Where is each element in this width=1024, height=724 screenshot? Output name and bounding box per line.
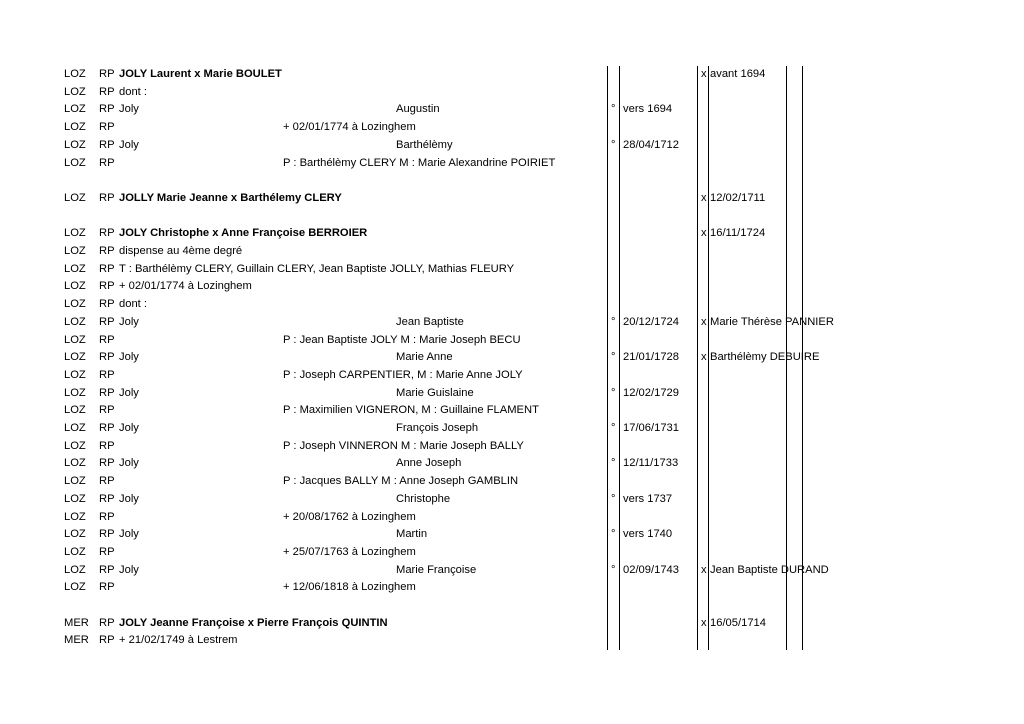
marriage-cell: avant 1694 — [710, 68, 766, 80]
record-row — [0, 385, 1024, 403]
forename-cell: Anne Joseph — [396, 457, 462, 470]
entry-cell: Joly — [119, 103, 139, 116]
record-row — [0, 526, 1024, 544]
marriage-cell: Marie Thérèse PANNIER — [710, 315, 834, 328]
parish-cell: LOZ — [64, 422, 86, 434]
record-row — [0, 420, 1024, 438]
source-cell: RP — [99, 439, 115, 452]
source-cell: RP — [99, 563, 115, 576]
record-row — [0, 66, 1024, 84]
record-row — [0, 243, 1024, 261]
birth-mark-cell: ° — [611, 457, 616, 470]
forename-cell: Marie Guislaine — [396, 386, 474, 399]
detail-cell: + 25/07/1763 à Lozinghem — [283, 545, 416, 558]
source-cell: RP — [99, 457, 115, 470]
record-row — [0, 101, 1024, 119]
birth-date-cell: 28/04/1712 — [623, 138, 679, 151]
forename-cell: Martin — [396, 528, 428, 541]
entry-cell: dont : — [119, 85, 147, 98]
record-row — [0, 296, 1024, 314]
parish-cell: MER — [64, 634, 89, 647]
parish-cell: LOZ — [64, 475, 86, 488]
parish-cell: LOZ — [64, 492, 86, 505]
marriage-mark-cell: x — [701, 191, 707, 204]
forename-cell: Christophe — [396, 492, 451, 505]
detail-cell: + 20/08/1762 à Lozinghem — [283, 510, 416, 523]
parish-cell: MER — [64, 616, 89, 629]
record-row — [0, 84, 1024, 102]
forename-cell: François Joseph — [396, 422, 479, 434]
record-row — [0, 155, 1024, 173]
marriage-cell: 16/05/1714 — [710, 616, 766, 629]
parish-cell: LOZ — [64, 191, 86, 204]
marriage-mark-cell: x — [701, 563, 707, 576]
parish-cell: LOZ — [64, 545, 86, 558]
parish-cell: LOZ — [64, 351, 86, 364]
source-cell: RP — [99, 298, 115, 311]
detail-cell: P : Maximilien VIGNERON, M : Guillaine FLAMENT — [283, 404, 539, 417]
record-row — [0, 579, 1024, 597]
source-cell: RP — [99, 156, 115, 169]
record-row — [0, 225, 1024, 243]
marriage-mark-cell: x — [701, 616, 707, 629]
couple-cell: JOLY Jeanne Françoise x Pierre François QUINTIN — [119, 616, 388, 629]
entry-cell: + 02/01/1774 à Lozinghem — [119, 280, 252, 293]
parish-cell: LOZ — [64, 121, 86, 134]
parish-cell: LOZ — [64, 386, 86, 399]
birth-mark-cell: ° — [611, 351, 616, 364]
entry-cell: T : Barthélèmy CLERY, Guillain CLERY, Jean Baptiste JOLLY, Mathias FLEURY — [119, 262, 515, 275]
record-row — [0, 615, 1024, 633]
forename-cell: Barthélèmy — [396, 138, 453, 151]
source-cell: RP — [99, 510, 115, 523]
marriage-mark-cell: x — [701, 227, 707, 240]
parish-cell: LOZ — [64, 510, 86, 523]
birth-mark-cell: ° — [611, 138, 616, 151]
birth-mark-cell: ° — [611, 103, 616, 116]
parish-cell: LOZ — [64, 262, 86, 275]
entry-cell: Joly — [119, 422, 139, 434]
record-row — [0, 137, 1024, 155]
birth-date-cell: 20/12/1724 — [623, 315, 679, 328]
detail-cell: + 02/01/1774 à Lozinghem — [283, 121, 416, 134]
forename-cell: Augustin — [396, 103, 440, 116]
parish-cell: LOZ — [64, 315, 86, 328]
birth-mark-cell: ° — [611, 422, 616, 434]
source-cell: RP — [99, 581, 115, 594]
source-cell: RP — [99, 386, 115, 399]
birth-mark-cell: ° — [611, 492, 616, 505]
marriage-cell: 16/11/1724 — [710, 227, 766, 240]
record-row — [0, 367, 1024, 385]
birth-mark-cell: ° — [611, 315, 616, 328]
couple-cell: JOLY Christophe x Anne Françoise BERROIER — [119, 227, 368, 240]
parish-cell: LOZ — [64, 581, 86, 594]
source-cell: RP — [99, 492, 115, 505]
birth-date-cell: vers 1694 — [623, 103, 673, 116]
record-row — [0, 562, 1024, 580]
detail-cell: P : Joseph VINNERON M : Marie Joseph BALLY — [283, 439, 524, 452]
source-cell: RP — [99, 245, 115, 257]
record-row — [0, 314, 1024, 332]
source-cell: RP — [99, 422, 115, 434]
parish-cell: LOZ — [64, 404, 86, 417]
source-cell: RP — [99, 404, 115, 417]
parish-cell: LOZ — [64, 68, 86, 80]
forename-cell: Marie Françoise — [396, 563, 477, 576]
birth-date-cell: 12/11/1733 — [623, 457, 679, 470]
birth-date-cell: 17/06/1731 — [623, 422, 679, 434]
record-row — [0, 632, 1024, 650]
record-row — [0, 544, 1024, 562]
marriage-cell: 12/02/1711 — [710, 191, 766, 204]
detail-cell: P : Jean Baptiste JOLY M : Marie Joseph BECU — [283, 333, 521, 346]
source-cell: RP — [99, 227, 115, 240]
record-row — [0, 455, 1024, 473]
entry-cell: Joly — [119, 457, 139, 470]
entry-cell: Joly — [119, 351, 139, 364]
source-cell: RP — [99, 103, 115, 116]
entry-cell: Joly — [119, 528, 139, 541]
record-row — [0, 509, 1024, 527]
parish-cell: LOZ — [64, 280, 86, 293]
source-cell: RP — [99, 315, 115, 328]
parish-cell: LOZ — [64, 85, 86, 98]
source-cell: RP — [99, 121, 115, 134]
source-cell: RP — [99, 368, 115, 381]
forename-cell: Marie Anne — [396, 351, 453, 364]
record-row — [0, 473, 1024, 491]
source-cell: RP — [99, 85, 115, 98]
detail-cell: P : Barthélèmy CLERY M : Marie Alexandrine POIRIET — [283, 156, 556, 169]
source-cell: RP — [99, 333, 115, 346]
record-row — [0, 438, 1024, 456]
marriage-cell: Jean Baptiste DURAND — [710, 563, 829, 576]
parish-cell: LOZ — [64, 457, 86, 470]
marriage-cell: Barthélèmy DEBUIRE — [710, 351, 820, 364]
birth-mark-cell: ° — [611, 528, 616, 541]
forename-cell: Jean Baptiste — [396, 315, 464, 328]
source-cell: RP — [99, 351, 115, 364]
source-cell: RP — [99, 528, 115, 541]
record-row — [0, 278, 1024, 296]
couple-cell: JOLY Laurent x Marie BOULET — [119, 68, 282, 80]
parish-cell: LOZ — [64, 333, 86, 346]
detail-cell: P : Joseph CARPENTIER, M : Marie Anne JOLY — [283, 368, 523, 381]
marriage-mark-cell: x — [701, 351, 707, 364]
entry-cell: Joly — [119, 386, 139, 399]
record-row — [0, 402, 1024, 420]
parish-cell: LOZ — [64, 103, 86, 116]
birth-date-cell: vers 1737 — [623, 492, 673, 505]
entry-cell: dispense au 4ème degré — [119, 245, 243, 257]
marriage-mark-cell: x — [701, 315, 707, 328]
couple-cell: JOLLY Marie Jeanne x Barthélemy CLERY — [119, 191, 342, 204]
birth-mark-cell: ° — [611, 386, 616, 399]
record-row — [0, 349, 1024, 367]
birth-date-cell: 02/09/1743 — [623, 563, 679, 576]
birth-date-cell: 21/01/1728 — [623, 351, 679, 364]
entry-cell: dont : — [119, 298, 147, 311]
parish-cell: LOZ — [64, 439, 86, 452]
source-cell: RP — [99, 191, 115, 204]
source-cell: RP — [99, 616, 115, 629]
entry-cell: Joly — [119, 315, 139, 328]
parish-cell: LOZ — [64, 563, 86, 576]
marriage-mark-cell: x — [701, 68, 707, 80]
birth-date-cell: 12/02/1729 — [623, 386, 679, 399]
source-cell: RP — [99, 280, 115, 293]
source-cell: RP — [99, 262, 115, 275]
parish-cell: LOZ — [64, 156, 86, 169]
detail-cell: + 12/06/1818 à Lozinghem — [283, 581, 416, 594]
source-cell: RP — [99, 545, 115, 558]
parish-cell: LOZ — [64, 368, 86, 381]
entry-cell: Joly — [119, 138, 139, 151]
source-cell: RP — [99, 475, 115, 488]
record-row — [0, 491, 1024, 509]
detail-cell: P : Jacques BALLY M : Anne Joseph GAMBLIN — [283, 475, 519, 488]
entry-cell: Joly — [119, 563, 139, 576]
birth-date-cell: vers 1740 — [623, 528, 673, 541]
entry-cell: Joly — [119, 492, 139, 505]
source-cell: RP — [99, 138, 115, 151]
record-row — [0, 332, 1024, 350]
source-cell: RP — [99, 68, 115, 80]
parish-cell: LOZ — [64, 298, 86, 311]
parish-cell: LOZ — [64, 245, 86, 257]
parish-cell: LOZ — [64, 138, 86, 151]
record-row — [0, 119, 1024, 137]
parish-cell: LOZ — [64, 227, 86, 240]
entry-cell: + 21/02/1749 à Lestrem — [119, 634, 238, 647]
parish-cell: LOZ — [64, 528, 86, 541]
record-row — [0, 261, 1024, 279]
birth-mark-cell: ° — [611, 563, 616, 576]
record-row — [0, 190, 1024, 208]
source-cell: RP — [99, 634, 115, 647]
